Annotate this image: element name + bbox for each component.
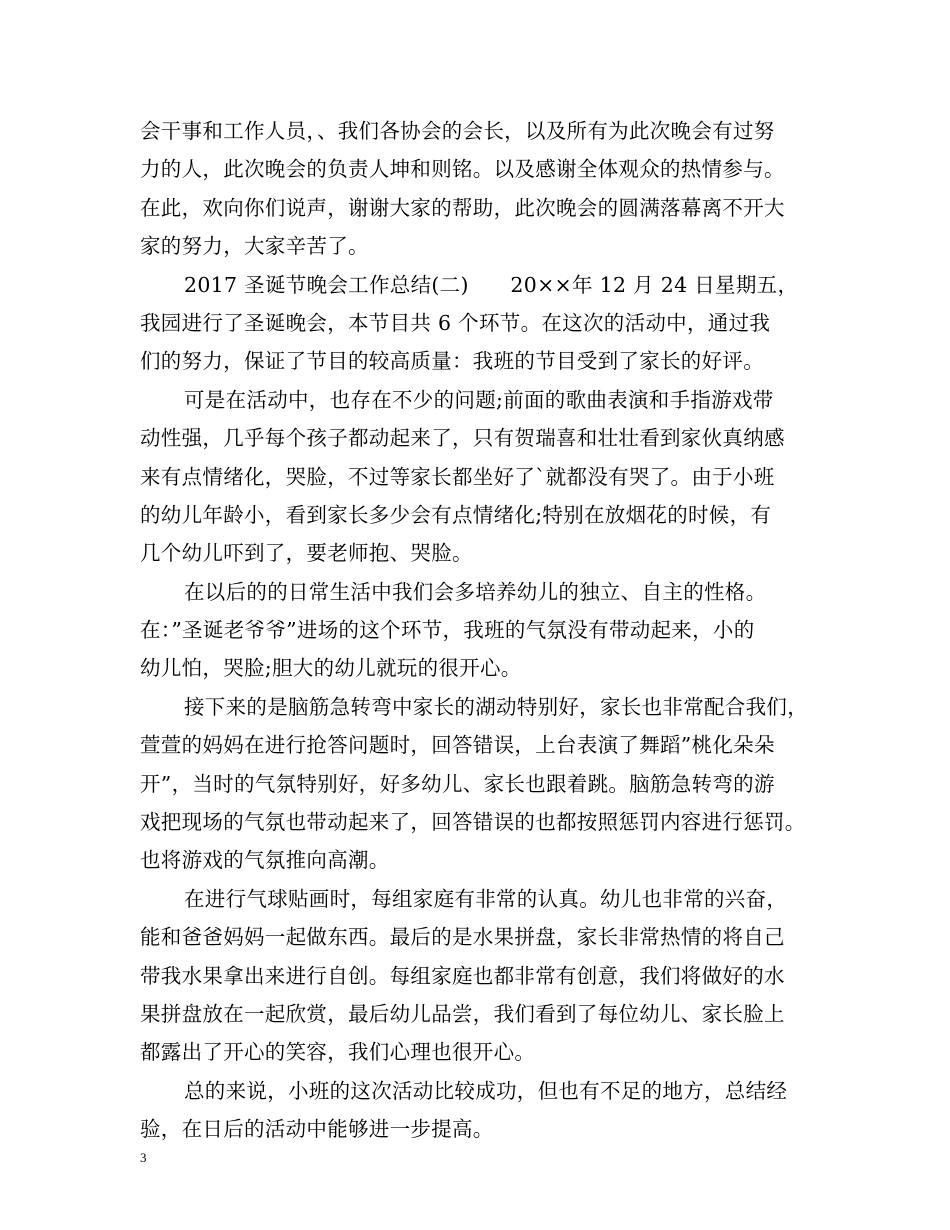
- text-line: 在此，欢向你们说声，谢谢大家的帮助，此次晚会的圆满落幕离不开大: [140, 195, 785, 220]
- text-line: 戏把现场的气氛也带动起来了，回答错误的也都按照惩罚内容进行惩罚。: [140, 810, 806, 835]
- text-line: 在进行气球贴画时，每组家庭有非常的认真。幼儿也非常的兴奋，: [184, 886, 788, 911]
- text-line: 验，在日后的活动中能够进一步提高。: [140, 1117, 494, 1142]
- document-body: [140, 112, 812, 1149]
- text-line: 开”，当时的气氛特别好，好多幼儿、家长也跟着跳。脑筋急转弯的游: [140, 771, 775, 796]
- text-line: 在以后的的日常生活中我们会多培养幼儿的独立、自主的性格。: [184, 579, 767, 604]
- text-line: 在：”圣诞老爷爷”进场的这个环节，我班的气氛没有带动起来，小的: [140, 618, 755, 643]
- text-line: 总的来说，小班的这次活动比较成功，但也有不足的地方，总结经: [184, 1078, 788, 1103]
- text-line: 动性强，几乎每个孩子都动起来了，只有贺瑞喜和壮壮看到家伙真纳感: [140, 426, 785, 451]
- text-line: 几个幼儿吓到了，要老师抱、哭脸。: [140, 541, 473, 566]
- page-number: 3: [140, 1150, 147, 1165]
- text-line: 力的人，此次晚会的负责人坤和则铭。以及感谢全体观众的热情参与。: [140, 157, 785, 182]
- text-line: 萱萱的妈妈在进行抢答问题时，回答错误，上台表演了舞蹈”桃化朵朵: [140, 733, 775, 758]
- text-line: 我园进行了圣诞晚会，本节目共 6 个环节。在这次的活动中，通过我: [140, 310, 771, 335]
- text-line: 幼儿怕，哭脸;胆大的幼儿就玩的很开心。: [140, 656, 522, 681]
- text-line: 们的努力，保证了节目的较高质量：我班的节目受到了家长的好评。: [140, 349, 764, 374]
- text-line: 也将游戏的气氛推向高潮。: [140, 848, 390, 873]
- text-line: 接下来的是脑筋急转弯中家长的湖动特别好，家长也非常配合我们，: [184, 694, 808, 719]
- text-line: 都露出了开心的笑容，我们心理也很开心。: [140, 1040, 536, 1065]
- text-line: 来有点情绪化，哭脸，不过等家长都坐好了`就都没有哭了。由于小班: [140, 464, 775, 489]
- text-line: 果拼盘放在一起欣赏，最后幼儿品尝，我们看到了每位幼儿、家长脸上: [140, 1001, 785, 1026]
- text-line: 2017 圣诞节晚会工作总结(二) 20××年 12 月 24 日星期五，: [184, 272, 799, 297]
- text-line: 能和爸爸妈妈一起做东西。最后的是水果拼盘，家长非常热情的将自己: [140, 925, 785, 950]
- text-line: 家的努力，大家辛苦了。: [140, 234, 369, 259]
- text-line: 可是在活动中，也存在不少的问题;前面的歌曲表演和手指游戏带: [184, 387, 774, 412]
- text-line: 会干事和工作人员，、我们各协会的会长，以及所有为此次晚会有过努: [140, 119, 775, 143]
- text-line: 带我水果拿出来进行自创。每组家庭也都非常有创意，我们将做好的水: [140, 963, 785, 988]
- text-line: 的幼儿年龄小，看到家长多少会有点情绪化;特别在放烟花的时候，有: [140, 502, 772, 527]
